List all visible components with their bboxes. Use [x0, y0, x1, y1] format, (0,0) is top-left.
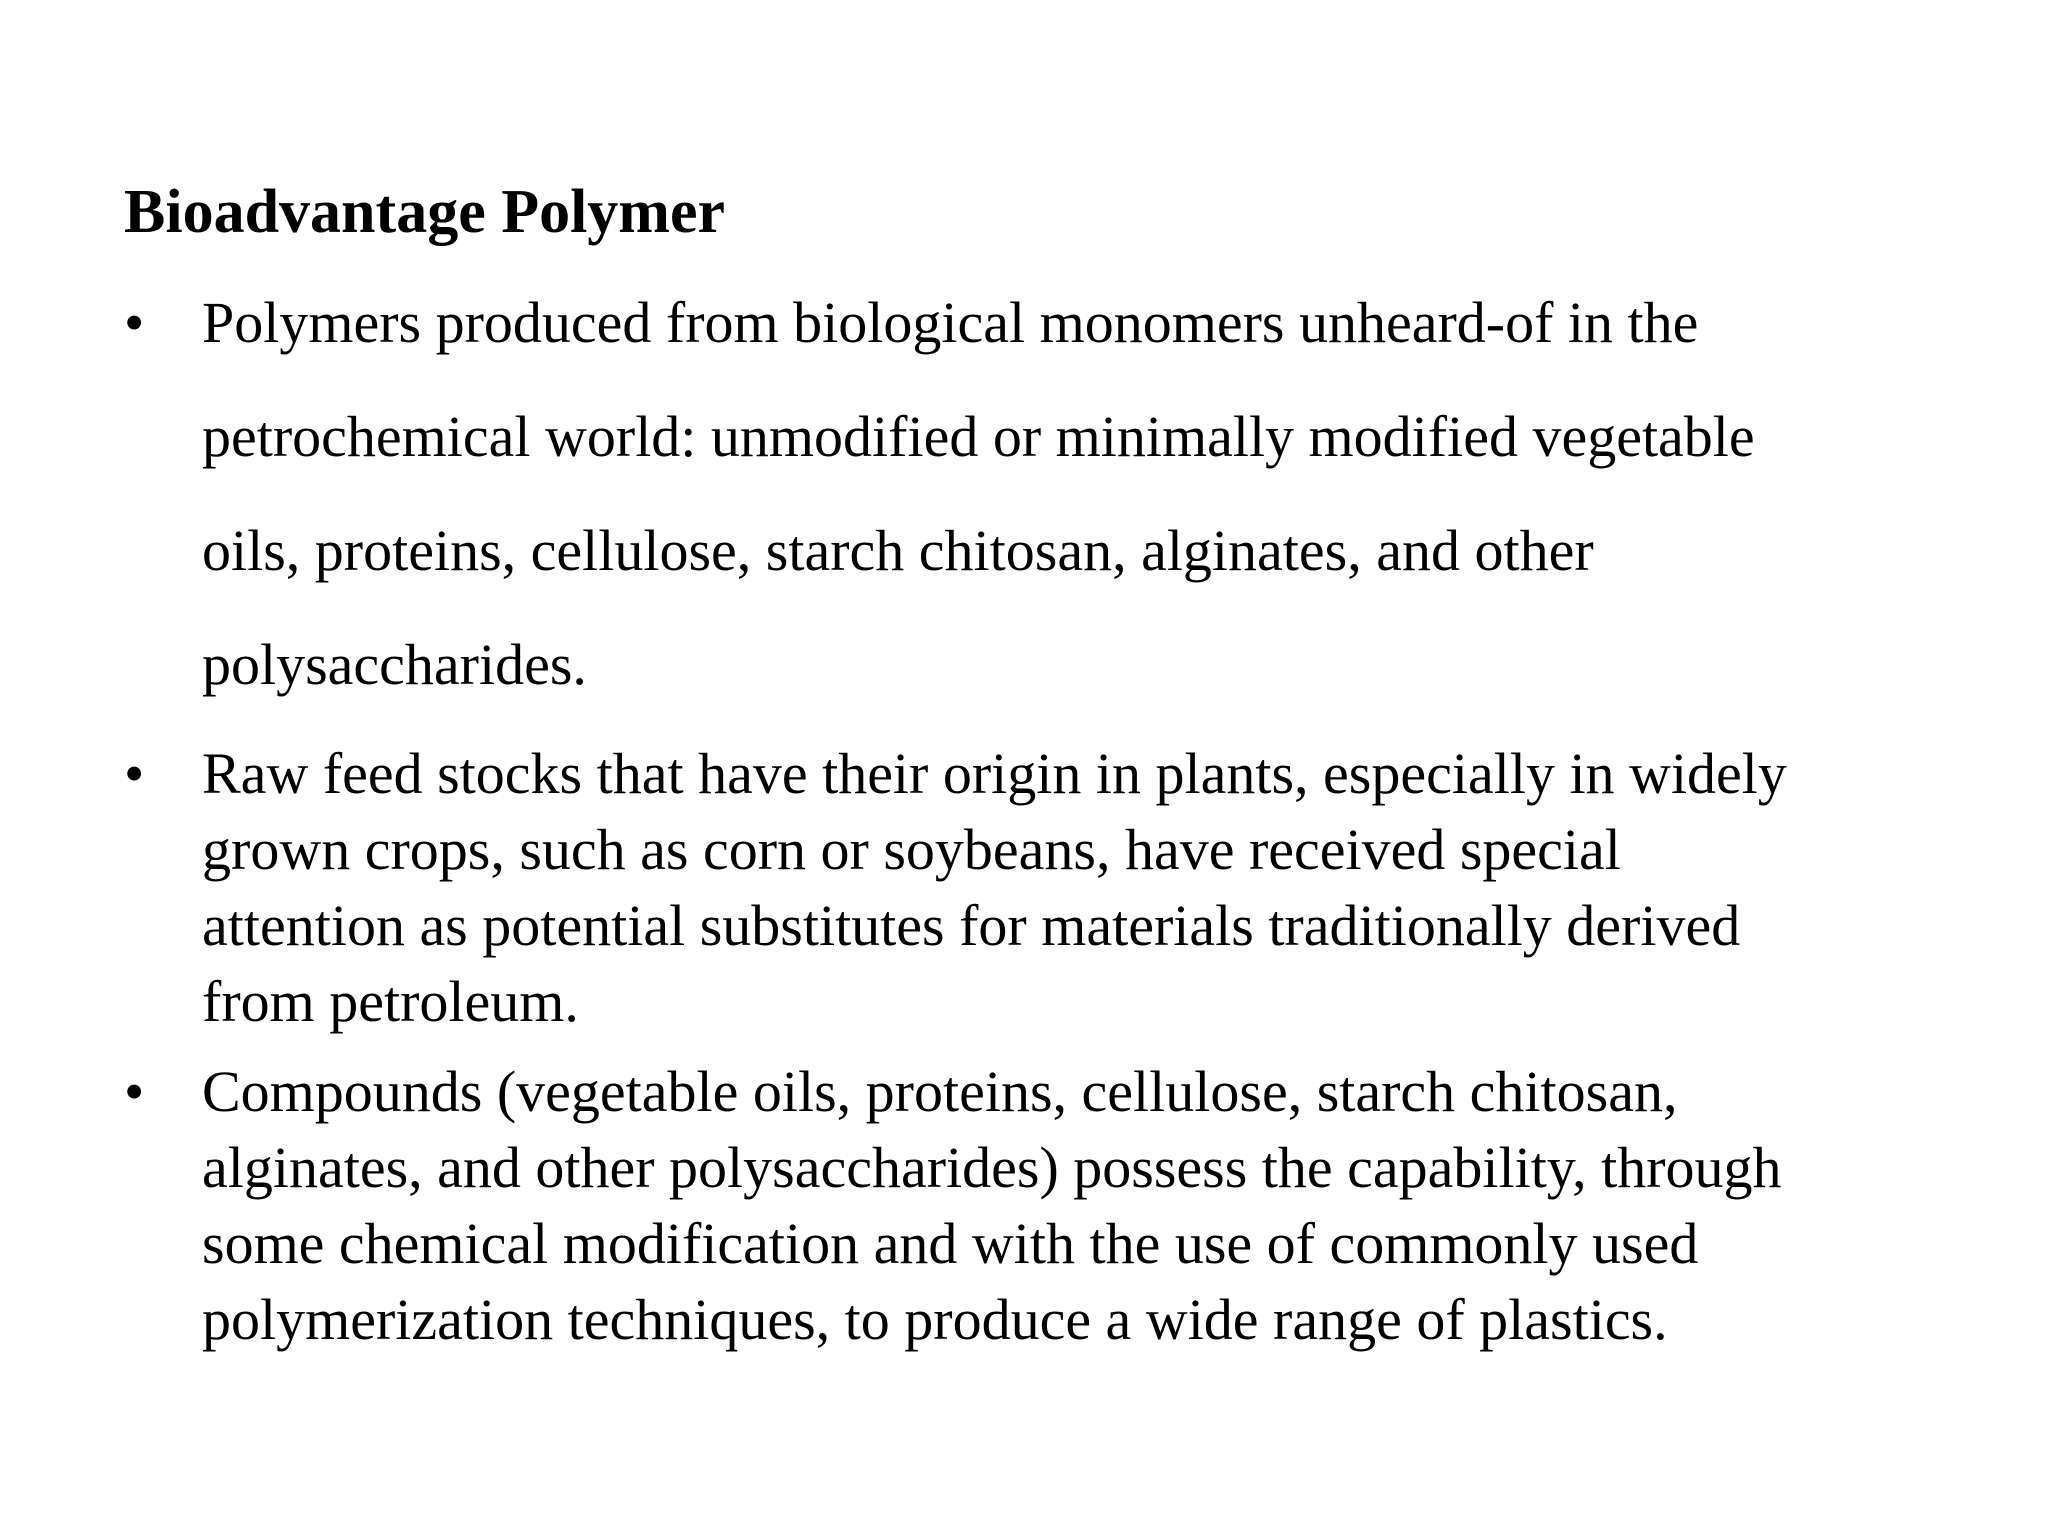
- bullet-text: [202, 736, 2048, 1040]
- bullet-line: oils, proteins, cellulose, starch chitosan, alginates, and other: [202, 518, 1594, 583]
- bullet-line: petrochemical world: unmodified or minimally modified vegetable: [202, 404, 1755, 469]
- bullet-icon: •: [124, 1059, 145, 1124]
- bullet-icon: •: [124, 290, 145, 355]
- bullet-line: attention as potential substitutes for materials traditionally derived: [202, 893, 1741, 958]
- bullet-line: from petroleum.: [202, 969, 579, 1034]
- bullet-line: grown crops, such as corn or soybeans, have received special: [202, 817, 1621, 882]
- bullet-line: alginates, and other polysaccharides) possess the capability, through: [202, 1135, 1782, 1200]
- slide-title: Bioadvantage Polymer: [124, 178, 725, 246]
- bullet-line: Compounds (vegetable oils, proteins, cellulose, starch chitosan,: [202, 1059, 1678, 1124]
- bullet-line: polysaccharides.: [202, 632, 587, 697]
- bullet-text: [202, 1054, 2048, 1358]
- bullet-icon: •: [124, 741, 145, 806]
- bullet-line: Polymers produced from biological monomers unheard-of in the: [202, 290, 1699, 355]
- bullet-line: Raw feed stocks that have their origin in plants, especially in widely: [202, 741, 1787, 806]
- bullet-line: some chemical modification and with the use of commonly used: [202, 1211, 1699, 1276]
- bullet-text: [202, 266, 2048, 722]
- bullet-line: polymerization techniques, to produce a wide range of plastics.: [202, 1287, 1668, 1352]
